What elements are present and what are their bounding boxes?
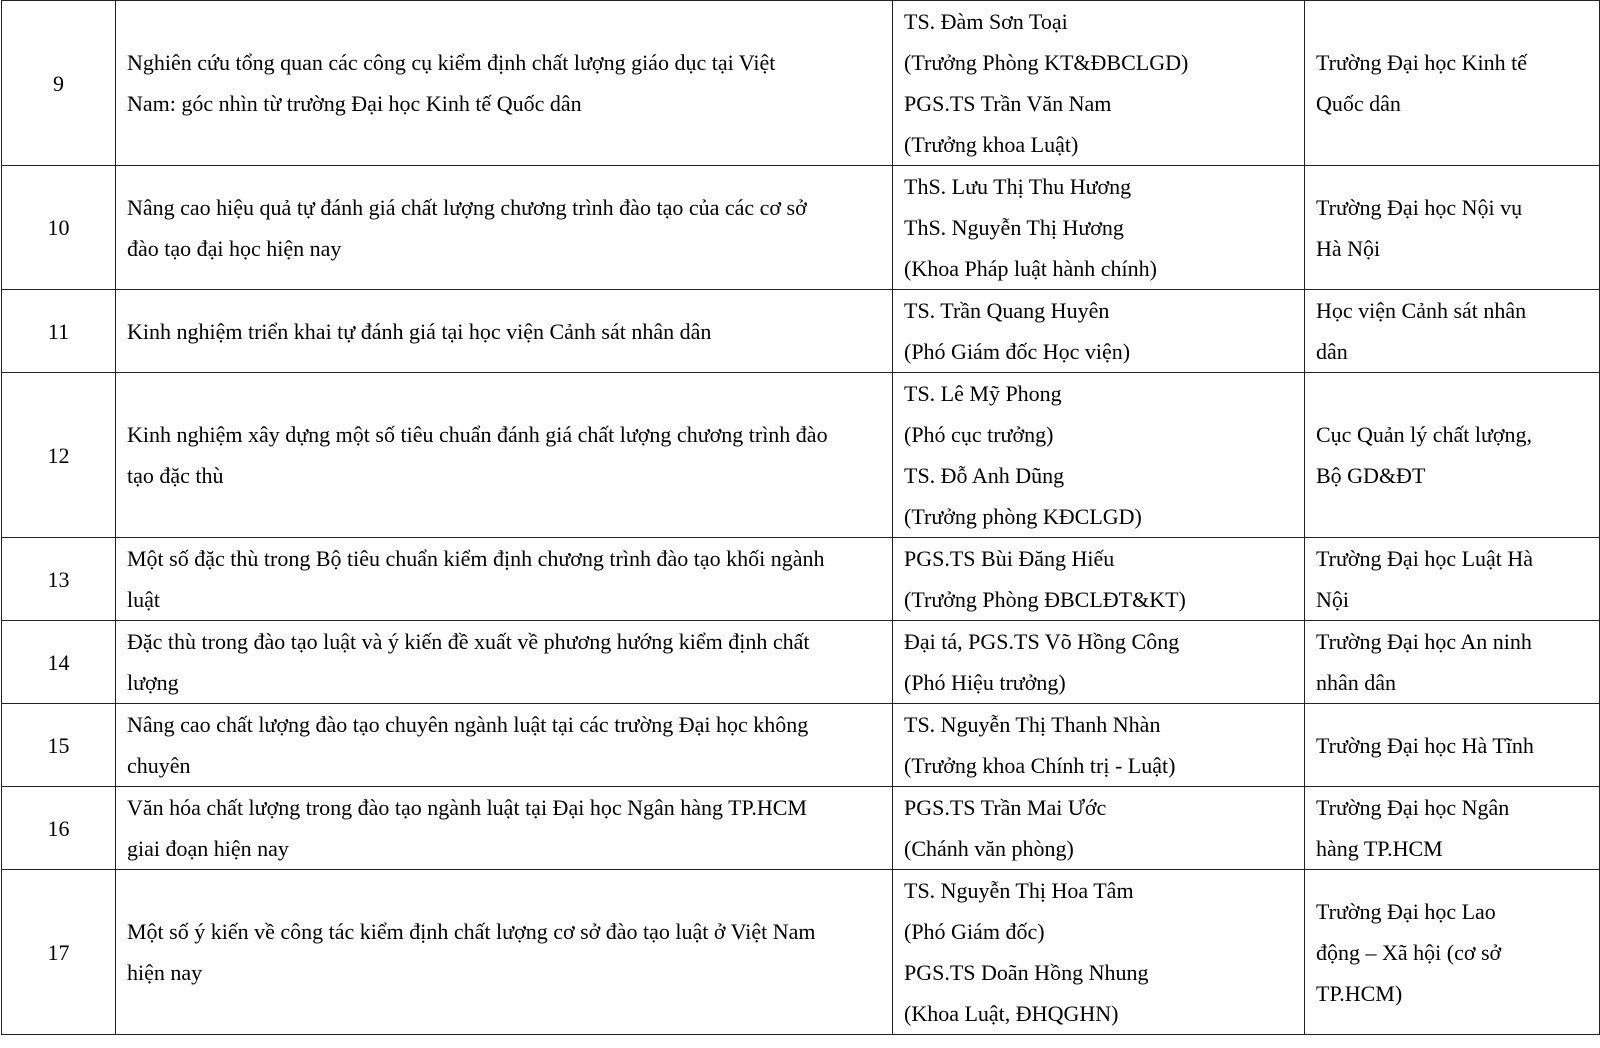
- presenters-line: (Trưởng phòng KĐCLGD): [904, 504, 1142, 529]
- presentation-title: [116, 1, 893, 166]
- presenters: [893, 1, 1305, 166]
- institution-line: Trường Đại học Nội vụ: [1316, 194, 1523, 220]
- presenters-line: PGS.TS Bùi Đăng Hiếu: [904, 546, 1115, 571]
- presenters-line: (Chánh văn phòng): [904, 836, 1074, 861]
- presenters-line: PGS.TS Doãn Hồng Nhung: [904, 960, 1149, 985]
- presentation-title-line: Nghiên cứu tổng quan các công cụ kiểm định chất lượng giáo dục tại Việt: [127, 50, 776, 75]
- row-number: 10: [2, 166, 116, 290]
- institution: [1305, 704, 1600, 787]
- presentation-title: [116, 538, 893, 621]
- presentation-title-line: Nâng cao chất lượng đào tạo chuyên ngành luật tại các trường Đại học không: [127, 712, 809, 737]
- institution-line: Cục Quản lý chất lượng,: [1316, 422, 1533, 447]
- table-row: [2, 166, 1600, 290]
- table-row: [2, 870, 1600, 1035]
- presenters: [893, 787, 1305, 870]
- row-number: 12: [2, 373, 116, 538]
- presenters-line: (Trưởng Phòng KT&ĐBCLGD): [904, 50, 1189, 75]
- table-body: [2, 1, 1600, 1035]
- table-row: [2, 290, 1600, 373]
- table-row: [2, 373, 1600, 538]
- institution-line: Học viện Cảnh sát nhân: [1316, 298, 1527, 323]
- presenters-line: ThS. Nguyễn Thị Hương: [904, 215, 1124, 240]
- presenters-line: (Khoa Pháp luật hành chính): [904, 256, 1157, 281]
- row-number: 17: [2, 870, 116, 1035]
- presenters-line: (Khoa Luật, ĐHQGHN): [904, 1001, 1119, 1026]
- presentation-title: [116, 787, 893, 870]
- institution-line: Trường Đại học Kinh tế: [1316, 50, 1527, 75]
- presenters: [893, 621, 1305, 704]
- row-number: 16: [2, 787, 116, 870]
- table-row: [2, 787, 1600, 870]
- institution-line: Trường Đại học Lao: [1316, 898, 1496, 924]
- table-row: [2, 538, 1600, 621]
- institution-line: Bộ GD&ĐT: [1316, 463, 1426, 488]
- table-row: [2, 1, 1600, 166]
- presentation-title: [116, 290, 893, 373]
- presentation-title: [116, 870, 893, 1035]
- institution-line: động – Xã hội (cơ sở: [1316, 939, 1502, 965]
- presentation-title: [116, 704, 893, 787]
- institution-line: TP.HCM): [1316, 980, 1403, 1006]
- presentation-title-line: đào tạo đại học hiện nay: [127, 235, 342, 261]
- presentation-title: [116, 166, 893, 290]
- presenters-line: TS. Lê Mỹ Phong: [904, 381, 1062, 406]
- presenters-line: ThS. Lưu Thị Thu Hương: [904, 174, 1132, 199]
- presentation-title: [116, 621, 893, 704]
- presenters-line: Đại tá, PGS.TS Võ Hồng Công: [904, 629, 1180, 654]
- presentation-title-line: giai đoạn hiện nay: [127, 836, 289, 861]
- presenters-line: TS. Đỗ Anh Dũng: [904, 463, 1065, 488]
- presentations-table: [1, 0, 1600, 1035]
- presenters: [893, 538, 1305, 621]
- institution: [1305, 1, 1600, 166]
- presenters-line: (Trưởng khoa Chính trị - Luật): [904, 753, 1176, 778]
- institution-line: dân: [1316, 339, 1348, 364]
- presenters-line: (Phó Hiệu trưởng): [904, 670, 1066, 695]
- institution-line: Nội: [1316, 587, 1349, 612]
- institution: [1305, 290, 1600, 373]
- presenters-line: PGS.TS Trần Mai Ước: [904, 795, 1107, 820]
- presentation-title-line: Kinh nghiệm xây dựng một số tiêu chuẩn đánh giá chất lượng chương trình đào: [127, 422, 828, 447]
- institution-line: hàng TP.HCM: [1316, 836, 1443, 861]
- row-number: 9: [2, 1, 116, 166]
- presenters-line: (Trưởng khoa Luật): [904, 132, 1079, 157]
- presentation-title-line: Nam: góc nhìn từ trường Đại học Kinh tế Quốc dân: [127, 91, 582, 116]
- presenters-line: (Phó Giám đốc Học viện): [904, 339, 1131, 364]
- presentation-title-line: chuyên: [127, 753, 191, 778]
- institution-line: Quốc dân: [1316, 91, 1401, 116]
- presenters: [893, 704, 1305, 787]
- presentation-title-line: Một số ý kiến về công tác kiểm định chất lượng cơ sở đào tạo luật ở Việt Nam: [127, 919, 816, 944]
- presentation-title-line: Văn hóa chất lượng trong đào tạo ngành luật tại Đại học Ngân hàng TP.HCM: [127, 795, 807, 820]
- institution: [1305, 166, 1600, 290]
- presenters-line: (Phó cục trưởng): [904, 422, 1054, 447]
- table-row: [2, 621, 1600, 704]
- presenters-line: TS. Nguyễn Thị Hoa Tâm: [904, 878, 1134, 903]
- presenters: [893, 290, 1305, 373]
- institution-line: Trường Đại học Hà Tĩnh: [1316, 732, 1534, 758]
- row-number: 14: [2, 621, 116, 704]
- presentation-title-line: Một số đặc thù trong Bộ tiêu chuẩn kiểm định chương trình đào tạo khối ngành: [127, 546, 825, 571]
- presenters-line: TS. Trần Quang Huyên: [904, 298, 1110, 323]
- presentation-title-line: luật: [127, 587, 160, 612]
- presenters-line: TS. Đàm Sơn Toại: [904, 9, 1068, 34]
- institution: [1305, 373, 1600, 538]
- presentation-title-line: hiện nay: [127, 960, 203, 985]
- row-number: 11: [2, 290, 116, 373]
- presenters: [893, 373, 1305, 538]
- institution-line: Trường Đại học Ngân: [1316, 795, 1510, 820]
- institution: [1305, 538, 1600, 621]
- presenters-line: (Trưởng Phòng ĐBCLĐT&KT): [904, 587, 1186, 612]
- presenters-line: (Phó Giám đốc): [904, 919, 1045, 944]
- presentation-title-line: lượng: [127, 670, 179, 695]
- table-row: [2, 704, 1600, 787]
- presenters-line: PGS.TS Trần Văn Nam: [904, 91, 1112, 116]
- institution-line: Trường Đại học Luật Hà: [1316, 546, 1534, 571]
- presenters: [893, 870, 1305, 1035]
- presentation-title: [116, 373, 893, 538]
- presentation-title-line: tạo đặc thù: [127, 463, 224, 488]
- presentation-title-line: Đặc thù trong đào tạo luật và ý kiến đề xuất về phương hướng kiểm định chất: [127, 629, 810, 654]
- presentation-title-line: Kinh nghiệm triển khai tự đánh giá tại học viện Cảnh sát nhân dân: [127, 318, 712, 344]
- row-number: 15: [2, 704, 116, 787]
- institution: [1305, 870, 1600, 1035]
- institution: [1305, 621, 1600, 704]
- institution-line: Hà Nội: [1316, 235, 1381, 261]
- presenters: [893, 166, 1305, 290]
- presenters-line: TS. Nguyễn Thị Thanh Nhàn: [904, 712, 1161, 737]
- presentation-title-line: Nâng cao hiệu quả tự đánh giá chất lượng chương trình đào tạo của các cơ sở: [127, 194, 807, 220]
- institution: [1305, 787, 1600, 870]
- row-number: 13: [2, 538, 116, 621]
- institution-line: Trường Đại học An ninh: [1316, 629, 1532, 654]
- institution-line: nhân dân: [1316, 670, 1397, 695]
